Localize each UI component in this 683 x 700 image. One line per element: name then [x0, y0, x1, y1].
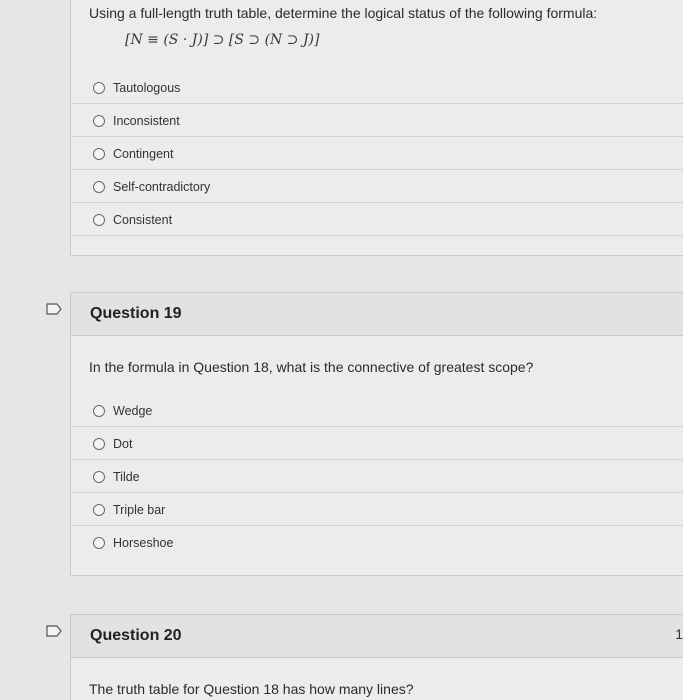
- option-consistent[interactable]: Consistent: [71, 204, 683, 236]
- question-20-title: Question 20: [90, 627, 182, 644]
- option-dot[interactable]: Dot: [71, 428, 683, 460]
- radio-button[interactable]: [93, 438, 105, 450]
- option-inconsistent[interactable]: Inconsistent: [71, 105, 683, 137]
- option-contingent[interactable]: Contingent: [71, 138, 683, 170]
- option-triple-bar[interactable]: Triple bar: [71, 494, 683, 526]
- question-18-prompt: Using a full-length truth table, determine the logical status of the following formula:: [89, 5, 598, 21]
- option-tilde[interactable]: Tilde: [71, 461, 683, 493]
- option-wedge[interactable]: Wedge: [71, 395, 683, 427]
- radio-button[interactable]: [93, 148, 105, 160]
- option-horseshoe[interactable]: Horseshoe: [71, 527, 683, 559]
- radio-button[interactable]: [93, 471, 105, 483]
- radio-button[interactable]: [93, 504, 105, 516]
- question-19-header: [71, 293, 683, 336]
- option-tautologous[interactable]: Tautologous: [71, 72, 683, 104]
- radio-button[interactable]: [93, 214, 105, 226]
- flag-question-icon[interactable]: [46, 625, 62, 637]
- question-18-panel: [70, 0, 683, 256]
- question-20-header: [71, 615, 683, 658]
- radio-button[interactable]: [93, 115, 105, 127]
- question-19-title: Question 19: [90, 305, 182, 322]
- question-18-formula: [N ≡ (S · J)] ⊃ [S ⊃ (N ⊃ J)]: [125, 32, 320, 48]
- cropped-edge-number: 1: [675, 626, 683, 642]
- question-20-panel: [70, 614, 683, 700]
- radio-button[interactable]: [93, 181, 105, 193]
- radio-button[interactable]: [93, 82, 105, 94]
- radio-button[interactable]: [93, 405, 105, 417]
- radio-button[interactable]: [93, 537, 105, 549]
- question-19-prompt: In the formula in Question 18, what is the connective of greatest scope?: [89, 359, 534, 375]
- question-19-panel: [70, 292, 683, 576]
- flag-question-icon[interactable]: [46, 303, 62, 315]
- question-20-prompt: The truth table for Question 18 has how many lines?: [89, 681, 414, 697]
- option-self-contradictory[interactable]: Self-contradictory: [71, 171, 683, 203]
